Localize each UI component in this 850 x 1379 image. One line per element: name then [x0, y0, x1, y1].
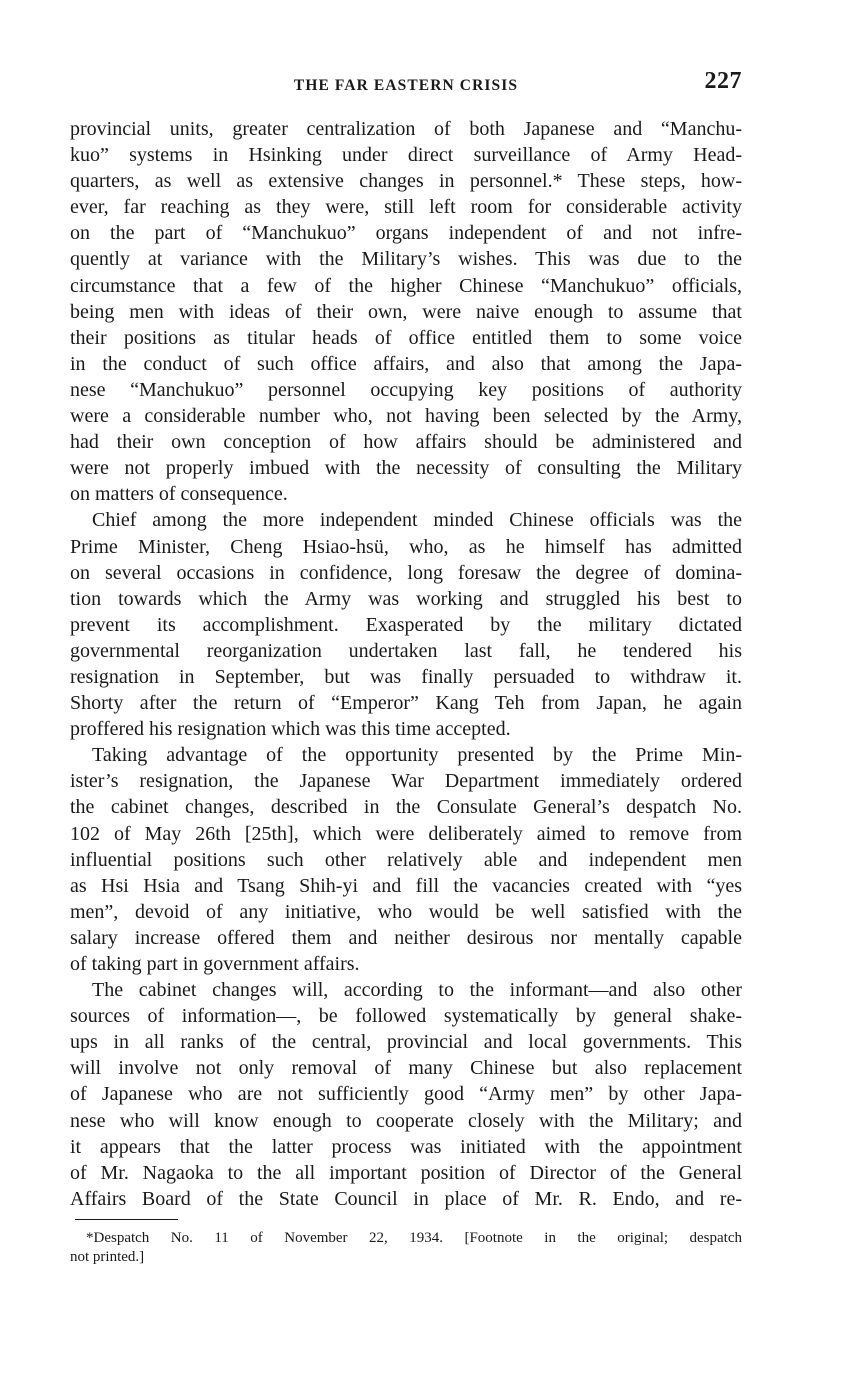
running-header	[70, 68, 742, 102]
text-line: it appears that the latter process was initiated with the appointment	[70, 1135, 742, 1158]
text-line: on several occasions in confidence, long foresaw the degree of domina-	[70, 561, 742, 584]
text-line: Chief among the more independent minded Chinese officials was the	[92, 509, 742, 532]
text-line: of Mr. Nagaoka to the all important position of Director of the General	[70, 1161, 742, 1184]
text-line: their positions as titular heads of office entitled them to some voice	[70, 326, 742, 349]
text-line: nese “Manchukuo” personnel occupying key positions of authority	[70, 378, 742, 401]
text-line: kuo” systems in Hsinking under direct surveillance of Army Head-	[70, 144, 742, 167]
text-line: Shorty after the return of “Emperor” Kang Teh from Japan, he again	[70, 692, 742, 715]
text-line: in the conduct of such office affairs, and also that among the Japa-	[70, 352, 742, 375]
running-title: THE FAR EASTERN CRISIS	[293, 77, 519, 94]
text-line: quarters, as well as extensive changes in personnel.* These steps, how-	[70, 170, 742, 193]
text-line: 102 of May 26th [25th], which were deliberately aimed to remove from	[70, 822, 742, 845]
footnote-rule	[75, 1219, 178, 1220]
text-line: as Hsi Hsia and Tsang Shih-yi and fill the vacancies created with “yes	[70, 874, 742, 897]
text-line: will involve not only removal of many Chinese but also replacement	[70, 1057, 742, 1080]
text-line: being men with ideas of their own, were naive enough to assume that	[70, 300, 742, 323]
text-line: governmental reorganization undertaken last fall, he tendered his	[70, 639, 742, 662]
text-line: had their own conception of how affairs should be administered and	[70, 431, 742, 454]
text-line: provincial units, greater centralization of both Japanese and “Manchu-	[70, 118, 742, 140]
text-line: on matters of consequence.	[70, 483, 288, 506]
text-line: The cabinet changes will, according to the informant—and also other	[92, 979, 742, 1002]
text-line: resignation in September, but was finally persuaded to withdraw it.	[70, 665, 742, 688]
text-line: ups in all ranks of the central, provincial and local governments. This	[70, 1031, 742, 1054]
text-line: tion towards which the Army was working and struggled his best to	[70, 587, 742, 610]
text-line: ister’s resignation, the Japanese War Department immediately ordered	[70, 770, 742, 793]
text-line: of taking part in government affairs.	[70, 953, 360, 975]
text-line: on the part of “Manchukuo” organs independent of and not infre-	[70, 222, 742, 245]
footnote-line: *Despatch No. 11 of November 22, 1934. [Footnote in the original; despatch	[86, 1230, 742, 1246]
text-line: prevent its accomplishment. Exasperated by the military dictated	[70, 613, 742, 636]
text-line: nese who will know enough to cooperate closely with the Military; and	[70, 1109, 742, 1132]
text-line: circumstance that a few of the higher Chinese “Manchukuo” officials,	[70, 274, 742, 297]
text-line: Affairs Board of the State Council in place of Mr. R. Endo, and re-	[70, 1187, 742, 1210]
text-line: salary increase offered them and neither desirous nor mentally capable	[70, 926, 742, 949]
text-line: influential positions such other relatively able and independent men	[70, 848, 742, 871]
text-line: were not properly imbued with the necessity of consulting the Military	[70, 457, 742, 480]
text-line: sources of information—, be followed systematically by general shake-	[70, 1005, 742, 1028]
text-line: were a considerable number who, not having been selected by the Army,	[70, 405, 742, 428]
text-line: quently at variance with the Military’s wishes. This was due to the	[70, 248, 742, 271]
text-line: of Japanese who are not sufficiently good “Army men” by other Japa-	[70, 1083, 742, 1106]
page-number: 227	[704, 68, 742, 94]
footnote	[70, 1229, 742, 1267]
text-line: ever, far reaching as they were, still left room for considerable activity	[70, 196, 742, 219]
body-text	[70, 116, 742, 1212]
text-line: Prime Minister, Cheng Hsiao-hsü, who, as he himself has admitted	[70, 535, 742, 558]
footnote-line: not printed.]	[70, 1249, 145, 1265]
text-line: proffered his resignation which was this time accepted.	[70, 718, 511, 741]
text-line: the cabinet changes, described in the Consulate General’s despatch No.	[70, 796, 742, 819]
text-line: Taking advantage of the opportunity presented by the Prime Min-	[92, 744, 742, 767]
text-line: men”, devoid of any initiative, who would be well satisfied with the	[70, 900, 742, 923]
